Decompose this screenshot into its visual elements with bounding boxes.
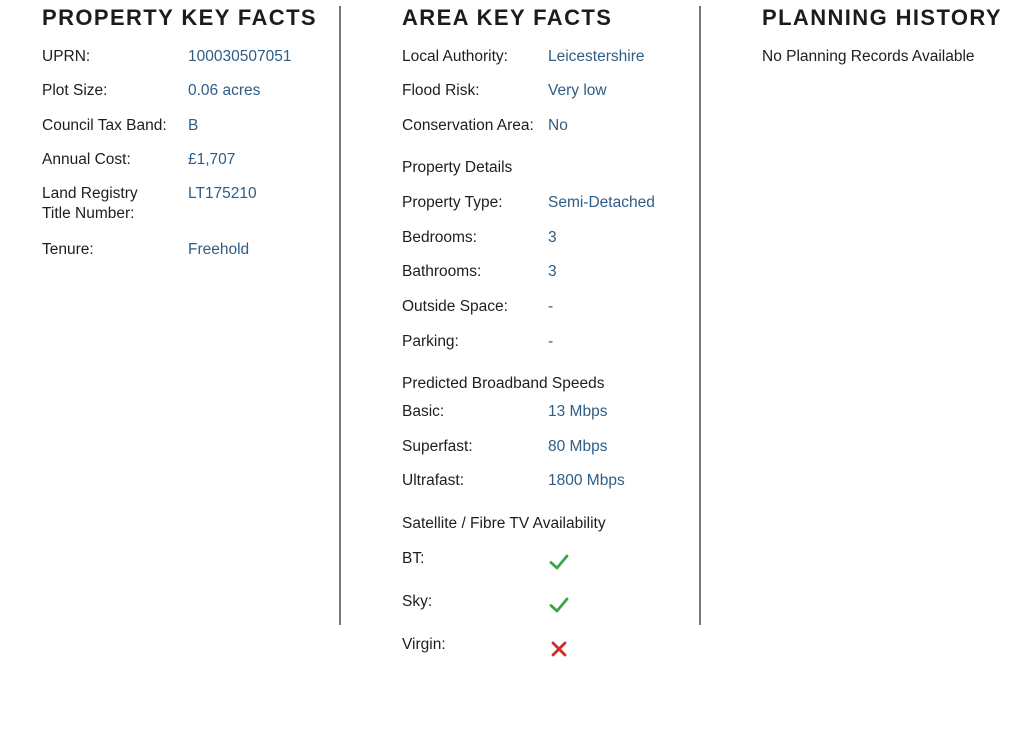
- area-key-facts-heading: AREA KEY FACTS: [402, 5, 613, 30]
- flood-risk-value: Very low: [548, 82, 607, 99]
- property-key-facts-heading: PROPERTY KEY FACTS: [42, 5, 317, 30]
- council-tax-band-label: Council Tax Band:: [42, 117, 167, 134]
- tenure-value: Freehold: [188, 241, 250, 258]
- uprn-value: 100030507051: [188, 48, 292, 65]
- tv-availability-heading: Satellite / Fibre TV Availability: [402, 515, 606, 532]
- sky-label: Sky:: [402, 593, 433, 610]
- outside-space-value: -: [548, 298, 554, 315]
- property-type-value: Semi-Detached: [548, 194, 655, 211]
- conservation-area-value: No: [548, 117, 568, 134]
- outside-space-label: Outside Space:: [402, 298, 508, 315]
- column-divider: [339, 6, 341, 625]
- conservation-area-label: Conservation Area:: [402, 117, 534, 134]
- council-tax-band-value: B: [188, 117, 199, 134]
- uprn-label: UPRN:: [42, 48, 91, 65]
- parking-value: -: [548, 333, 554, 350]
- plot-size-value: 0.06 acres: [188, 82, 261, 99]
- ultrafast-broadband-value: 1800 Mbps: [548, 472, 625, 489]
- basic-broadband-label: Basic:: [402, 403, 445, 420]
- broadband-heading: Predicted Broadband Speeds: [402, 375, 605, 392]
- title-number-value: LT175210: [188, 185, 257, 202]
- property-type-label: Property Type:: [402, 194, 503, 211]
- bathrooms-label: Bathrooms:: [402, 263, 482, 280]
- bathrooms-value: 3: [548, 263, 557, 280]
- land-registry-label-line1: Land Registry: [42, 185, 138, 202]
- bedrooms-label: Bedrooms:: [402, 229, 477, 246]
- local-authority-label: Local Authority:: [402, 48, 508, 65]
- basic-broadband-value: 13 Mbps: [548, 403, 608, 420]
- column-divider: [699, 6, 701, 625]
- parking-label: Parking:: [402, 333, 459, 350]
- cross-icon: [548, 638, 570, 660]
- superfast-broadband-label: Superfast:: [402, 438, 473, 455]
- ultrafast-broadband-label: Ultrafast:: [402, 472, 465, 489]
- check-icon: [548, 594, 570, 616]
- planning-history-text: No Planning Records Available: [762, 48, 975, 65]
- bedrooms-value: 3: [548, 229, 557, 246]
- superfast-broadband-value: 80 Mbps: [548, 438, 608, 455]
- annual-cost-label: Annual Cost:: [42, 151, 131, 168]
- annual-cost-value: £1,707: [188, 151, 236, 168]
- planning-history-heading: PLANNING HISTORY: [762, 5, 1002, 30]
- flood-risk-label: Flood Risk:: [402, 82, 480, 99]
- bt-label: BT:: [402, 550, 425, 567]
- check-icon: [548, 551, 570, 573]
- virgin-label: Virgin:: [402, 636, 446, 653]
- tenure-label: Tenure:: [42, 241, 94, 258]
- property-details-heading: Property Details: [402, 159, 513, 176]
- plot-size-label: Plot Size:: [42, 82, 108, 99]
- local-authority-value: Leicestershire: [548, 48, 645, 65]
- land-registry-label-line2: Title Number:: [42, 205, 135, 222]
